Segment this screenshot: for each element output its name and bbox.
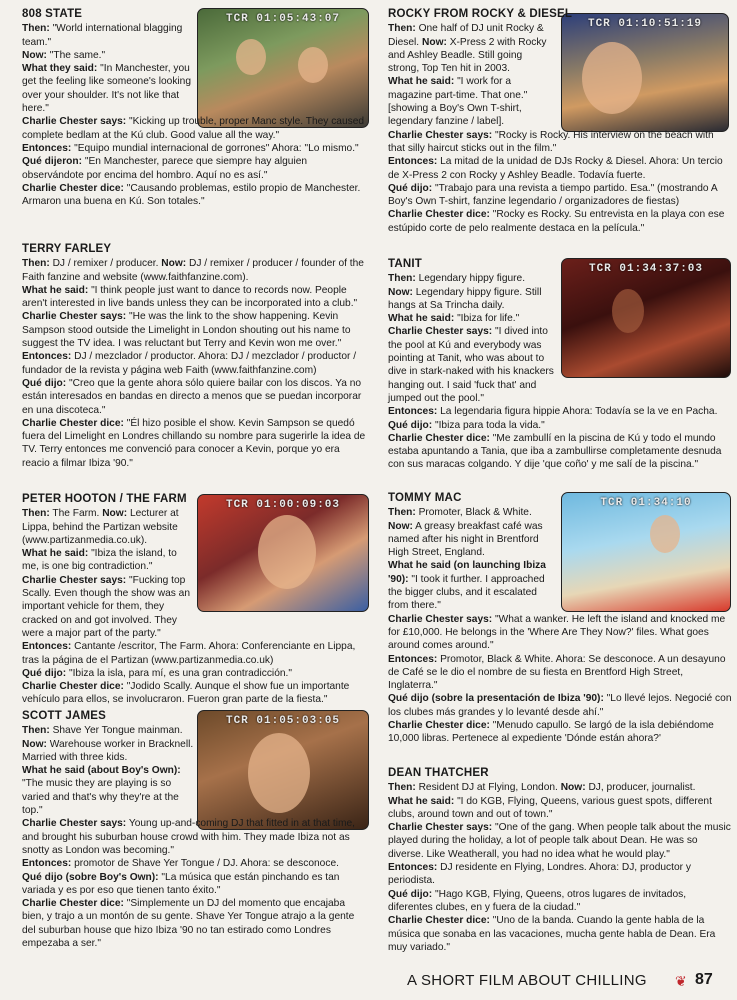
timecode: TCR 01:00:09:03	[225, 499, 341, 511]
page-footer	[407, 970, 727, 994]
entry-body: Then: Resident DJ at Flying, London. Now: DJ, producer, journalist. What he said: "I do KGB, Flying, Queens, various guest spots, different clubs, around town and out of town." Charlie Chester says: "One of the gang. When people talk about the music played during the holiday, a lot of people talk about Dean. He was so diverse. Like Weatherall, you had no idea what he would play." Entonces: DJ residente en Flying, Londres. Ahora: DJ, productor y periodista. Qué dijo: "Hago KGB, Flying, Queens, otros lugares de invitados, diferentes clubes, en y fuera de la ciudad." Charlie Chester dice: "Uno de la banda. Cuando la gente habla de la música que sonaba en las vacaciones, mucha gente habla de Dean. Era muy variado."	[388, 782, 731, 953]
entry-dean-thatcher	[388, 767, 733, 954]
entry-name: 808 STATE	[22, 8, 83, 20]
entry-name: PETER HOOTON / THE FARM	[22, 493, 187, 505]
entry-rocky: ROCKY FROM ROCKY & DIESEL Then: One half of DJ unit Rocky & Diesel. Now: X-Press 2 with Rocky and Ashley Beadle. Still going strong, Top Ten hit in 2003. What he said: "I work for a magazine part-time. That one." [showing a Boy's Own T-shirt, legendary fanzine / label]. Charlie Chester says: "Rocky is Rocky. His interview on the beach with that silly haircut sticks out in the film." Entonces: La mitad de la unidad de DJs Rocky & Diesel. Ahora: Un tercio de X-Press 2 con Rocky y Ashley Beadle. Todavía fuerte. Qué dijo: "Trabajo para una revista a tiempo partido. Esa." (mostrando A Boy's Own T-shirt, fanzine legendario / organizadores de fiestas) Charlie Chester dice: "Rocky es Rocky. Su entrevista en la playa con ese estúpido corte de pelo realmente destaca en la película."	[388, 8, 733, 235]
entry-808-state: 808 STATE Then: "World international blagging team." Now: "The same." What they said: "In Manchester, you get the feeling like someone's looking over your shoulder. It's not like that here." Charlie Chester says: "Kicking up trouble, proper Manc style. They caused complete bedlam at the Kú club. Good value all the way." Entonces: "Equipo mundial internacional de gorrones" Ahora: "Lo mismo." Qué dijeron: "En Manchester, parece que siempre hay alguien observándote por encima del hombro. Aquí no es así." Charlie Chester dice: "Causando problemas, estilo propio de Manchester. Armaron una buena en Kú. Son totales."	[22, 8, 367, 208]
timecode: TCR 01:05:03:05	[225, 715, 341, 727]
timecode: TCR 01:10:51:19	[587, 18, 703, 30]
page-number: 87	[695, 971, 713, 988]
entry-name: DEAN THATCHER	[388, 767, 489, 779]
entry-name: TANIT	[388, 258, 423, 270]
entry-body: Then: Promoter, Black & White. Now: A greasy breakfast café was named after his night in Brentford High Street, England. What he said (on launching Ibiza '90): "I took it further. I approached the bigger clubs, and it escalated from there."	[388, 507, 546, 612]
entry-peter-hooton: PETER HOOTON / THE FARM Then: The Farm. Now: Lecturer at Lippa, behind the Partizan website (www.partizanmedia.co.uk). What he said: "Ibiza the island, to me, is one big contradiction." Charlie Chester says: "Fucking top Scally. Even though the show was an important vehicle for them, they cracked on and got involved. They were a major part of the party." Entonces: Cantante /escritor, The Farm. Ahora: Conferenciante en Lippa, tras la página de el Partizan (www.partizanmedia.co.uk) Qué dijo: "Ibiza la isla, para mí, es una gran contradicción." Charlie Chester dice: "Jodido Scally. Aunque el show fue un importante vehículo para ellos, se involucraron. Fueron gran parte de la fiesta."	[22, 493, 367, 707]
entry-body: Then: "World international blagging team." Now: "The same." What they said: "In Manchester, you get the feeling like someone's looking over your shoulder. It's not like that here."	[22, 23, 192, 115]
entry-body: Then: Legendary hippy figure. Now: Legendary hippy figure. Still hangs at Sa Trincha daily. What he said: "Ibiza for life." Charlie Chester says: "I dived into the pool at Kú and everybody was pointing at Tanit, who was about to dive in stark-naked with his knackers hanging out. I said 'fuck that' and jumped out the pool."	[388, 273, 554, 404]
timecode: TCR 01:34:10	[600, 497, 692, 509]
entry-body: Then: The Farm. Now: Lecturer at Lippa, behind the Partizan website (www.partizanmedia.co.uk). What he said: "Ibiza the island, to me, is one big contradiction." Charlie Chester says: "Fucking top Scally. Even though the show was an important vehicle for them, they cracked on and got involved. They were a major part of the party."	[22, 508, 191, 639]
entry-name: SCOTT JAMES	[22, 710, 106, 722]
entry-name: TOMMY MAC	[388, 492, 462, 504]
entry-scott-james: SCOTT JAMES Then: Shave Yer Tongue mainman. Now: Warehouse worker in Bracknell. Married with three kids. What he said (about Boy's Own): "The music they are playing is so varied and that's why they're at the top." Charlie Chester says: Young up-and-coming DJ that fitted in at that time, and brought his suburban house crowd with him. They made Ibiza not as snotty as London was becoming." Entonces: promotor de Shave Yer Tongue / DJ. Ahora: se desconoce. Qué dijo (sobre Boy's Own): "La música que están pinchando es tan variada y es por eso que tienen tanto éxito." Charlie Chester dice: "Simplemente un DJ del momento que encajaba bien, y trajo a un montón de su gente. Shave Yer Tongue atrajo a la gente del suburban house que hizo Ibiza '90 no tan estirado como Londres empezaba a ser."	[22, 710, 367, 950]
entry-body: Then: One half of DJ unit Rocky & Diesel. Now: X-Press 2 with Rocky and Ashley Beadle. Still going strong, Top Ten hit in 2003. What he said: "I work for a magazine part-time. That one." [showing a Boy's Own T-shirt, legendary fanzine / label].	[388, 23, 547, 128]
footer-title: A SHORT FILM ABOUT CHILLING	[407, 972, 647, 989]
cherries-icon: ❦	[675, 973, 687, 989]
entry-name: ROCKY FROM ROCKY & DIESEL	[388, 8, 573, 20]
entry-body: Then: DJ / remixer / producer. Now: DJ / remixer / producer / founder of the Faith fanzine and website (www.faithfanzine.com). What he said: "I think people just want to dance to records now. People aren't interested in live bands unless they can be incorporated into a club." Charlie Chester says: "He was the link to the show happening. Kevin Sampson stood outside the Limelight in London shouting out his name to suggest the TV idea. I was reluctant but Terry and Kevin won me over." Entonces: DJ / mezclador / productor. Ahora: DJ / mezclador / productor / fundador de la revista y página web Faith (www.faithfanzine.com) Qué dijo: "Creo que la gente ahora sólo quiere bailar con los discos. Ya no están interesados en bandas en directo a menos que se puedan incorporar en una discoteca." Charlie Chester dice: "Él hizo posible el show. Kevin Sampson se quedó fuera del Limelight en Londres chillando su nombre para sugerirle la idea de TV. Terry entonces me convenció para conocer a Kevin, porque yo era reacio a filmar Ibiza '90."	[22, 258, 366, 469]
entry-terry-farley	[22, 243, 367, 470]
entry-body: Then: Shave Yer Tongue mainman. Now: Warehouse worker in Bracknell. Married with three kids. What he said (about Boy's Own): "The music they are playing is so varied and that's why they're at the top."	[22, 725, 194, 817]
entry-name: TERRY FARLEY	[22, 243, 112, 255]
timecode: TCR 01:05:43:07	[225, 13, 341, 25]
entry-tommy-mac: TOMMY MAC Then: Promoter, Black & White. Now: A greasy breakfast café was named after his night in Brentford High Street, England. What he said (on launching Ibiza '90): "I took it further. I approached the bigger clubs, and it escalated from there." Charlie Chester says: "What a wanker. He left the island and knocked me for £10,000. He belongs in the 'Where Are They Now?' files. What goes around comes around." Entonces: Promotor, Black & White. Ahora: Se desconoce. A un desayuno de Café se le dio el nombre de su fiesta en Brentford High Street, Inglaterra." Qué dijo (sobre la presentación de Ibiza '90): "Lo llevé lejos. Negocié con los clubes más grandes y lo levanté desde ahí." Charlie Chester dice: "Menudo capullo. Se largó de la isla debiéndome 10,000 libras. Pertenece al expediente 'Dónde están ahora?'	[388, 492, 732, 745]
entry-tanit: TANIT Then: Legendary hippy figure. Now: Legendary hippy figure. Still hangs at Sa Trincha daily. What he said: "Ibiza for life." Charlie Chester says: "I dived into the pool at Kú and everybody was pointing at Tanit, who was about to dive in stark-naked with his knackers hanging out. I said 'fuck that' and jumped out the pool." Entonces: La legendaria figura hippie Ahora: Todavía se la ve en Pacha. Qué dijo: "Ibiza para toda la vida." Charlie Chester dice: "Me zambullí en la piscina de Kú y todo el mundo estaba apuntando a Tania, que iba a zambullirse completamente desnuda con sus maracas colgando. Y dije 'que coño' y me salí de la piscina."	[388, 258, 733, 472]
timecode: TCR 01:34:37:03	[588, 263, 704, 275]
